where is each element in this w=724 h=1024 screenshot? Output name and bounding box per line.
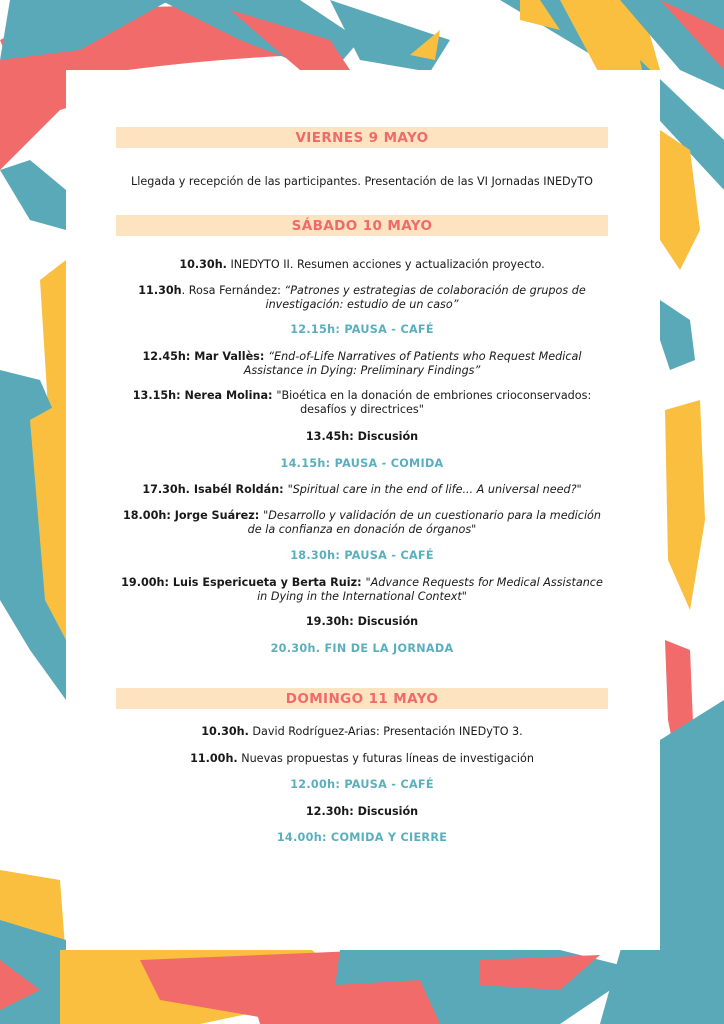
- session-lead: 12.45h: Mar Vallès:: [142, 350, 269, 363]
- session-sabado-1315: [126, 389, 598, 417]
- session-text: Nuevas propuestas y futuras líneas de investigación: [237, 752, 534, 765]
- session-time: 11.00h.: [190, 752, 238, 765]
- discussion-sabado-1345: 13.45h: Discusión: [305, 430, 419, 443]
- session-domingo-1100: [116, 752, 608, 766]
- session-sabado-1130: [136, 284, 588, 312]
- viernes-arrival-text: Llegada y recepción de las participantes. Presentación de las VI Jornadas INEDyTO: [131, 175, 593, 188]
- break-sabado-1830: 18.30h: PAUSA - CAFÉ: [290, 549, 434, 562]
- session-time: 10.30h.: [179, 258, 227, 271]
- session-lead: 19.00h: Luis Espericueta y Berta Ruiz:: [121, 576, 366, 589]
- session-sabado-1030: [116, 258, 608, 272]
- session-time: 11.30h: [138, 284, 182, 297]
- day-header-domingo: DOMINGO 11 MAYO: [116, 688, 608, 709]
- session-title: "Advance Requests for Medical Assistance in Dying in the International Context": [257, 576, 603, 603]
- session-sabado-1800: [116, 509, 608, 537]
- session-title: “End-of-Life Narratives of Patients who Request Medical Assistance in Dying: Preliminary Findings”: [243, 350, 582, 377]
- closing-domingo-1400: 14.00h: COMIDA Y CIERRE: [276, 831, 448, 844]
- session-title: "Bioética en la donación de embriones crioconservados: desafíos y directrices": [276, 389, 592, 416]
- session-text: David Rodríguez-Arias: Presentación INEDyTO 3.: [248, 725, 523, 738]
- session-title: “Patrones y estrategias de colaboración de grupos de investigación: estudio de un caso”: [265, 284, 586, 311]
- session-title: "Spiritual care in the end of life... A universal need?": [287, 483, 582, 496]
- end-of-day-sabado: 20.30h. FIN DE LA JORNADA: [270, 642, 454, 655]
- day-header-viernes: VIERNES 9 MAYO: [116, 127, 608, 148]
- break-domingo-1200: 12.00h: PAUSA - CAFÉ: [290, 778, 434, 791]
- discussion-sabado-1930: 19.30h: Discusión: [305, 615, 419, 628]
- break-sabado-1415: 14.15h: PAUSA - COMIDA: [280, 457, 444, 470]
- discussion-domingo-1230: 12.30h: Discusión: [305, 805, 419, 818]
- session-lead: 18.00h: Jorge Suárez:: [122, 509, 264, 522]
- session-speaker: . Rosa Fernández:: [181, 284, 285, 297]
- session-lead: 17.30h. Isabél Roldán:: [142, 483, 288, 496]
- break-sabado-1215: 12.15h: PAUSA - CAFÉ: [290, 323, 434, 336]
- session-sabado-1900: [116, 576, 608, 604]
- session-time: 10.30h.: [201, 725, 249, 738]
- session-title: "Desarrollo y validación de un cuestionario para la medición de la confianza en donación de órganos": [247, 509, 601, 536]
- session-text: INEDYTO II. Resumen acciones y actualización proyecto.: [226, 258, 545, 271]
- session-lead: 13.15h: Nerea Molina:: [132, 389, 277, 402]
- day-header-sabado: SÁBADO 10 MAYO: [116, 215, 608, 236]
- session-domingo-1030: [116, 725, 608, 739]
- session-sabado-1730: [116, 483, 608, 497]
- session-sabado-1245: [136, 350, 588, 378]
